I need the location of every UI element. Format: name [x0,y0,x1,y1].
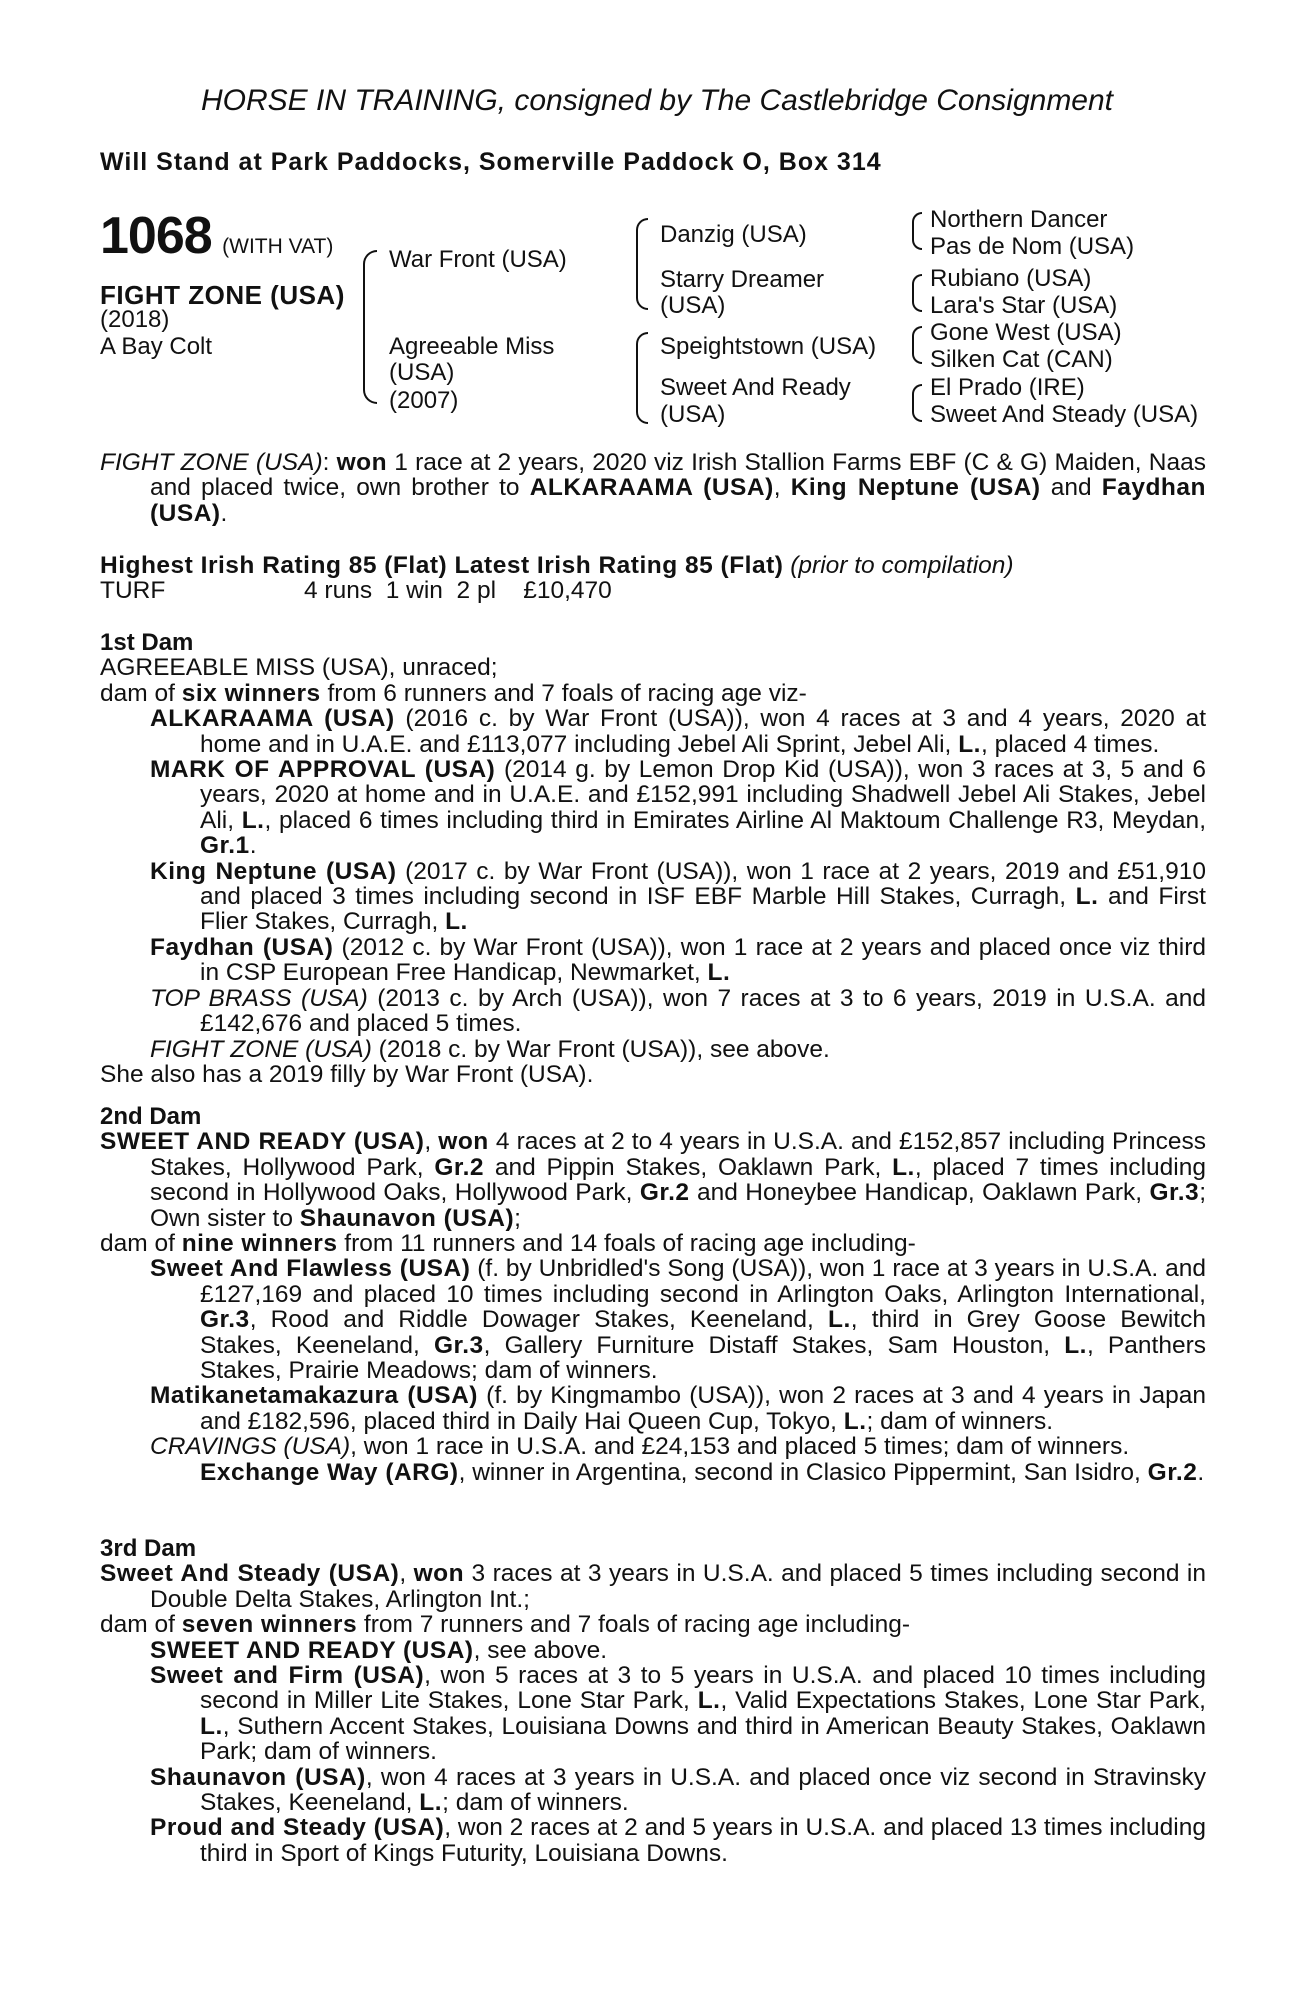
sd-p2-grade: L. [843,1407,867,1435]
td-p3-text-2: ; dam of winners. [442,1789,629,1817]
sd-p4-text: , winner in Argentina, second in Clasico Pippermint, San Isidro, [458,1458,1148,1486]
second-dam-produce [100,1231,1206,1256]
sd-p2-text-1: (f. by Kingmambo (USA)), won 2 races at 3 and 4 years in Japan and £182,596, placed third in Daily Hai Queen Cup, Tokyo, [200,1382,1206,1435]
progeny-3-name: King Neptune (USA) [150,857,397,885]
pedigree-sss: Northern Dancer [930,206,1108,233]
second-dam-text-5: ; Own sister to [150,1179,1206,1232]
progeny-4-grade: L. [707,959,731,987]
sd-p1-text-2: , Rood and Riddle Dowager Stakes, Keeneland, [249,1306,828,1334]
second-dam-sister: Shaunavon (USA) [299,1204,515,1232]
summary-won: won [336,449,388,476]
td-p3-text-1: , won 4 races at 3 years in U.S.A. and placed once viz second in Stravinsky Stakes, Keeneland, [200,1763,1206,1817]
first-dam-line-1: AGREEABLE MISS (USA), unraced; [100,654,498,682]
summary-sibling-3: Faydhan (USA) [150,474,1206,527]
second-dam-progeny-4 [100,1460,1206,1485]
progeny-2 [100,757,1206,859]
third-dam-heading: 3rd Dam [100,1535,197,1562]
progeny-3-grade-2: L. [445,908,468,936]
horse-year: (2018) [100,306,170,333]
progeny-4-text: (2012 c. by War Front (USA)), won 1 race at 2 years and placed once viz third in CSP European Free Handicap, Newmarket, [200,933,1207,987]
progeny-1-end: , placed 4 times. [980,730,1160,758]
third-dam-progeny-2-name: Sweet and Firm (USA) [150,1662,425,1690]
sd-p4-end: . [1197,1458,1205,1486]
pedigree-dam-country: (USA) [389,359,455,386]
sd-p1-text-3: , third in Grey Goose Bewitch Stakes, Keeneland, [200,1306,1206,1359]
second-dam-progeny-3 [100,1434,1206,1459]
first-dam-l2a: dam of [100,679,182,707]
third-dam-progeny-1 [100,1638,1206,1663]
pedigree-sire-sire: Danzig (USA) [660,221,807,248]
sd-p4-grade: Gr.2 [1147,1458,1198,1486]
rating-note: (prior to compilation) [790,552,1014,579]
pedigree-brace-main [363,250,377,404]
second-dam-grade-2: L. [892,1153,915,1181]
second-dam-progeny-4-name: Exchange Way (ARG) [200,1458,459,1486]
third-dam-progeny-3-name: Shaunavon (USA) [150,1763,366,1791]
pedigree-sire-dam-country: (USA) [660,292,726,319]
pedigree-dds: El Prado (IRE) [930,374,1085,401]
progeny-6-text: (2018 c. by War Front (USA)), see above. [371,1035,830,1063]
turf-label: TURF [100,577,166,605]
first-dam-note: She also has a 2019 filly by War Front (USA). [100,1060,594,1088]
second-dam-grade-1: Gr.2 [434,1153,485,1181]
pedigree-sire-dam: Starry Dreamer [660,266,825,293]
td-p2-grade-1: L. [697,1687,721,1715]
progeny-1 [100,706,1206,757]
third-dam-progeny-4 [100,1815,1206,1866]
second-dam-end: ; [514,1204,521,1232]
second-dam-text-1: 4 races at 2 to 4 years in U.S.A. and £152,857 including Princess Stakes, Hollywood Park, [150,1128,1206,1181]
progeny-2-text: (2014 g. by Lemon Drop Kid (USA)), won 3 races at 3, 5 and 6 years, 2020 at home and in U.A.E. and £152,991 including Shadwell Jebel Ali Stakes, Jebel Ali, [200,756,1206,834]
progeny-1-name: ALKARAAMA (USA) [150,705,395,733]
progeny-2-grade-1: L. [241,806,265,834]
first-dam-line-2 [100,681,1206,706]
second-dam-sep: , [424,1128,439,1156]
rating-block [100,553,1206,604]
first-dam-winners: six winners [181,679,321,707]
third-dam-sep: , [399,1560,414,1588]
summary-colon: : [322,449,337,476]
pedigree-ssd: Pas de Nom (USA) [930,233,1135,260]
td-p1-text: , see above. [473,1636,608,1664]
progeny-3 [100,859,1206,935]
pedigree-ddd: Sweet And Steady (USA) [930,401,1199,428]
second-dam-grade-4: Gr.3 [1149,1179,1200,1207]
td-p4-text: , won 2 races at 2 and 5 years in U.S.A. and placed 13 times including third in Sport of Kings Futurity, Louisiana Downs. [200,1814,1206,1867]
sd-p1-grade-4: L. [1064,1331,1087,1359]
progeny-2-text-2: , placed 6 times including third in Emirates Airline Al Maktoum Challenge R3, Meydan, [264,806,1206,834]
progeny-2-end: . [249,832,257,860]
sd-p3-text: , won 1 race in U.S.A. and £24,153 and placed 5 times; dam of winners. [350,1433,1130,1461]
progeny-3-text-2: and First Flier Stakes, Curragh, [200,883,1206,936]
pedigree-brace-ds [912,326,922,364]
pedigree-brace-dam [636,332,648,424]
third-dam-winners: seven winners [181,1611,358,1639]
sd-p1-grade-3: Gr.3 [433,1331,484,1359]
progeny-6 [100,1037,1206,1062]
pedigree-dam: Agreeable Miss [389,333,555,360]
first-dam-section [100,630,1206,1087]
second-dam-text-2: and Pippin Stakes, Oaklawn Park, [484,1153,893,1181]
second-dam-text-3: , placed 7 times including second in Hollywood Oaks, Hollywood Park, [150,1153,1206,1207]
lot-header [100,206,333,266]
second-dam-progeny-1 [100,1256,1206,1383]
summary-text: 1 race at 2 years, 2020 viz Irish Stallion Farms EBF (C & G) Maiden, Naas and placed twice, own brother to [150,449,1206,502]
second-dam-d1: dam of [100,1230,182,1258]
third-dam-section [100,1536,1206,1866]
vat-note: (WITH VAT) [222,235,334,258]
progeny-4-name: Faydhan (USA) [150,933,334,961]
progeny-2-grade-2: Gr.1 [200,832,250,860]
progeny-3-text: (2017 c. by War Front (USA)), won 1 race at 2 years, 2019 and £51,910 and placed 3 times including second in ISF EBF Marble Hill Stakes, Curragh, [200,857,1206,911]
sd-p1-text-4: , Gallery Furniture Distaff Stakes, Sam Houston, [483,1331,1065,1359]
summary-sep-1: , [773,474,791,502]
second-dam-heading: 2nd Dam [100,1103,202,1130]
summary-end: . [220,499,228,527]
pedigree-dam-year: (2007) [389,387,459,414]
pedigree-brace-dd [912,384,922,422]
pedigree-dss: Gone West (USA) [930,319,1122,346]
horse-name: FIGHT ZONE (USA) [100,280,345,310]
sd-p1-grade-2: L. [828,1306,851,1334]
pedigree-dam-dam-country: (USA) [660,401,726,428]
progeny-2-name: MARK OF APPROVAL (USA) [150,756,496,784]
second-dam-progeny-2-name: Matikanetamakazura (USA) [150,1382,478,1410]
progeny-3-grade-1: L. [1075,883,1099,911]
stand-location: Will Stand at Park Paddocks, Somerville Paddock O, Box 314 [100,148,882,176]
pedigree-sire: War Front (USA) [389,246,567,273]
lot-number: 1068 [100,207,212,265]
third-dam-text: 3 races at 3 years in U.S.A. and placed 5 times including second in Double Delta Stakes, Arlington Int.; [150,1560,1206,1613]
td-p2-text-1: , won 5 races at 3 to 5 years in U.S.A. and placed 10 times including second in Miller Lite Stakes, Lone Star Park, [200,1662,1206,1715]
sd-p1-text-5: , Panthers Stakes, Prairie Meadows; dam of winners. [200,1331,1206,1385]
progeny-1-grade: L. [958,730,981,758]
third-dam-d1: dam of [100,1611,182,1639]
page-title: HORSE IN TRAINING, consigned by The Castlebridge Consignment [200,84,1114,117]
progeny-1-text: (2016 c. by War Front (USA)), won 4 races at 3 and 4 years, 2020 at home and in U.A.E. and £113,077 including Jebel Ali Sprint, Jebel Ali, [200,705,1207,758]
progeny-5-text: (2013 c. by Arch (USA)), won 7 races at 3 to 6 years, 2019 in U.S.A. and £142,676 and placed 5 times. [200,984,1206,1038]
third-dam-progeny-1-name: SWEET AND READY (USA) [150,1636,474,1664]
pedigree-dam-dam: Sweet And Ready [660,374,851,401]
rating-line: Highest Irish Rating 85 (Flat) Latest Irish Rating 85 (Flat) [100,552,784,579]
turf-stats: 4 runs 1 win 2 pl £10,470 [304,577,612,605]
second-dam-text-4: and Honeybee Handicap, Oaklawn Park, [689,1179,1150,1207]
summary-sibling-2: King Neptune (USA) [790,474,1041,502]
horse-description: A Bay Colt [100,333,213,360]
sd-p1-text-1: (f. by Unbridled's Song (USA)), won 1 race at 3 years in U.S.A. and £127,169 and placed 10 times including second in Arlington Oaks, Arlington International, [200,1255,1206,1308]
second-dam-record [100,1129,1206,1231]
second-dam-progeny-1-name: Sweet And Flawless (USA) [150,1255,471,1283]
second-dam-d3: from 11 runners and 14 foals of racing age including- [337,1230,916,1258]
third-dam-progeny-2 [100,1663,1206,1765]
pedigree-dam-sire: Speightstown (USA) [660,333,877,360]
race-summary [100,450,1206,526]
second-dam-name: SWEET AND READY (USA) [100,1128,425,1156]
pedigree-brace-ss [912,212,922,250]
sd-p1-grade-1: Gr.3 [200,1306,250,1334]
second-dam-progeny-3-name: CRAVINGS (USA) [150,1433,351,1461]
pedigree-dsd: Silken Cat (CAN) [930,346,1113,373]
pedigree-brace-sire [636,218,648,310]
third-dam-progeny-4-name: Proud and Steady (USA) [150,1814,445,1842]
td-p2-text-3: , Suthern Accent Stakes, Louisiana Downs and third in American Beauty Stakes, Oaklawn Park; dam of winners. [200,1712,1206,1766]
pedigree-sdd: Lara's Star (USA) [930,292,1118,319]
progeny-6-name: FIGHT ZONE (USA) [150,1035,372,1063]
td-p2-text-2: , Valid Expectations Stakes, Lone Star Park, [720,1687,1206,1715]
pedigree-brace-sd [912,274,922,312]
summary-horse-name: FIGHT ZONE (USA) [100,449,323,476]
first-dam-l2c: from 6 runners and 7 foals of racing age viz- [320,679,807,707]
td-p2-grade-2: L. [200,1712,223,1740]
progeny-5-name: TOP BRASS (USA) [150,984,368,1012]
third-dam-name: Sweet And Steady (USA) [100,1560,400,1588]
progeny-4 [100,935,1206,986]
progeny-5 [100,986,1206,1037]
third-dam-record [100,1561,1206,1612]
summary-sibling-1: ALKARAAMA (USA) [529,474,774,502]
third-dam-d3: from 7 runners and 7 foals of racing age including- [357,1611,911,1639]
pedigree-sds: Rubiano (USA) [930,265,1092,292]
second-dam-progeny-2 [100,1383,1206,1434]
second-dam-grade-3: Gr.2 [639,1179,690,1207]
summary-sep-2: and [1040,474,1102,502]
td-p3-grade: L. [419,1789,443,1817]
second-dam-won: won [438,1128,489,1156]
third-dam-produce [100,1612,1206,1637]
third-dam-progeny-3 [100,1765,1206,1816]
first-dam-heading: 1st Dam [100,629,194,656]
sd-p2-text-2: ; dam of winners. [866,1407,1054,1435]
second-dam-section [100,1104,1206,1485]
second-dam-winners: nine winners [181,1230,338,1258]
third-dam-won: won [413,1560,465,1588]
